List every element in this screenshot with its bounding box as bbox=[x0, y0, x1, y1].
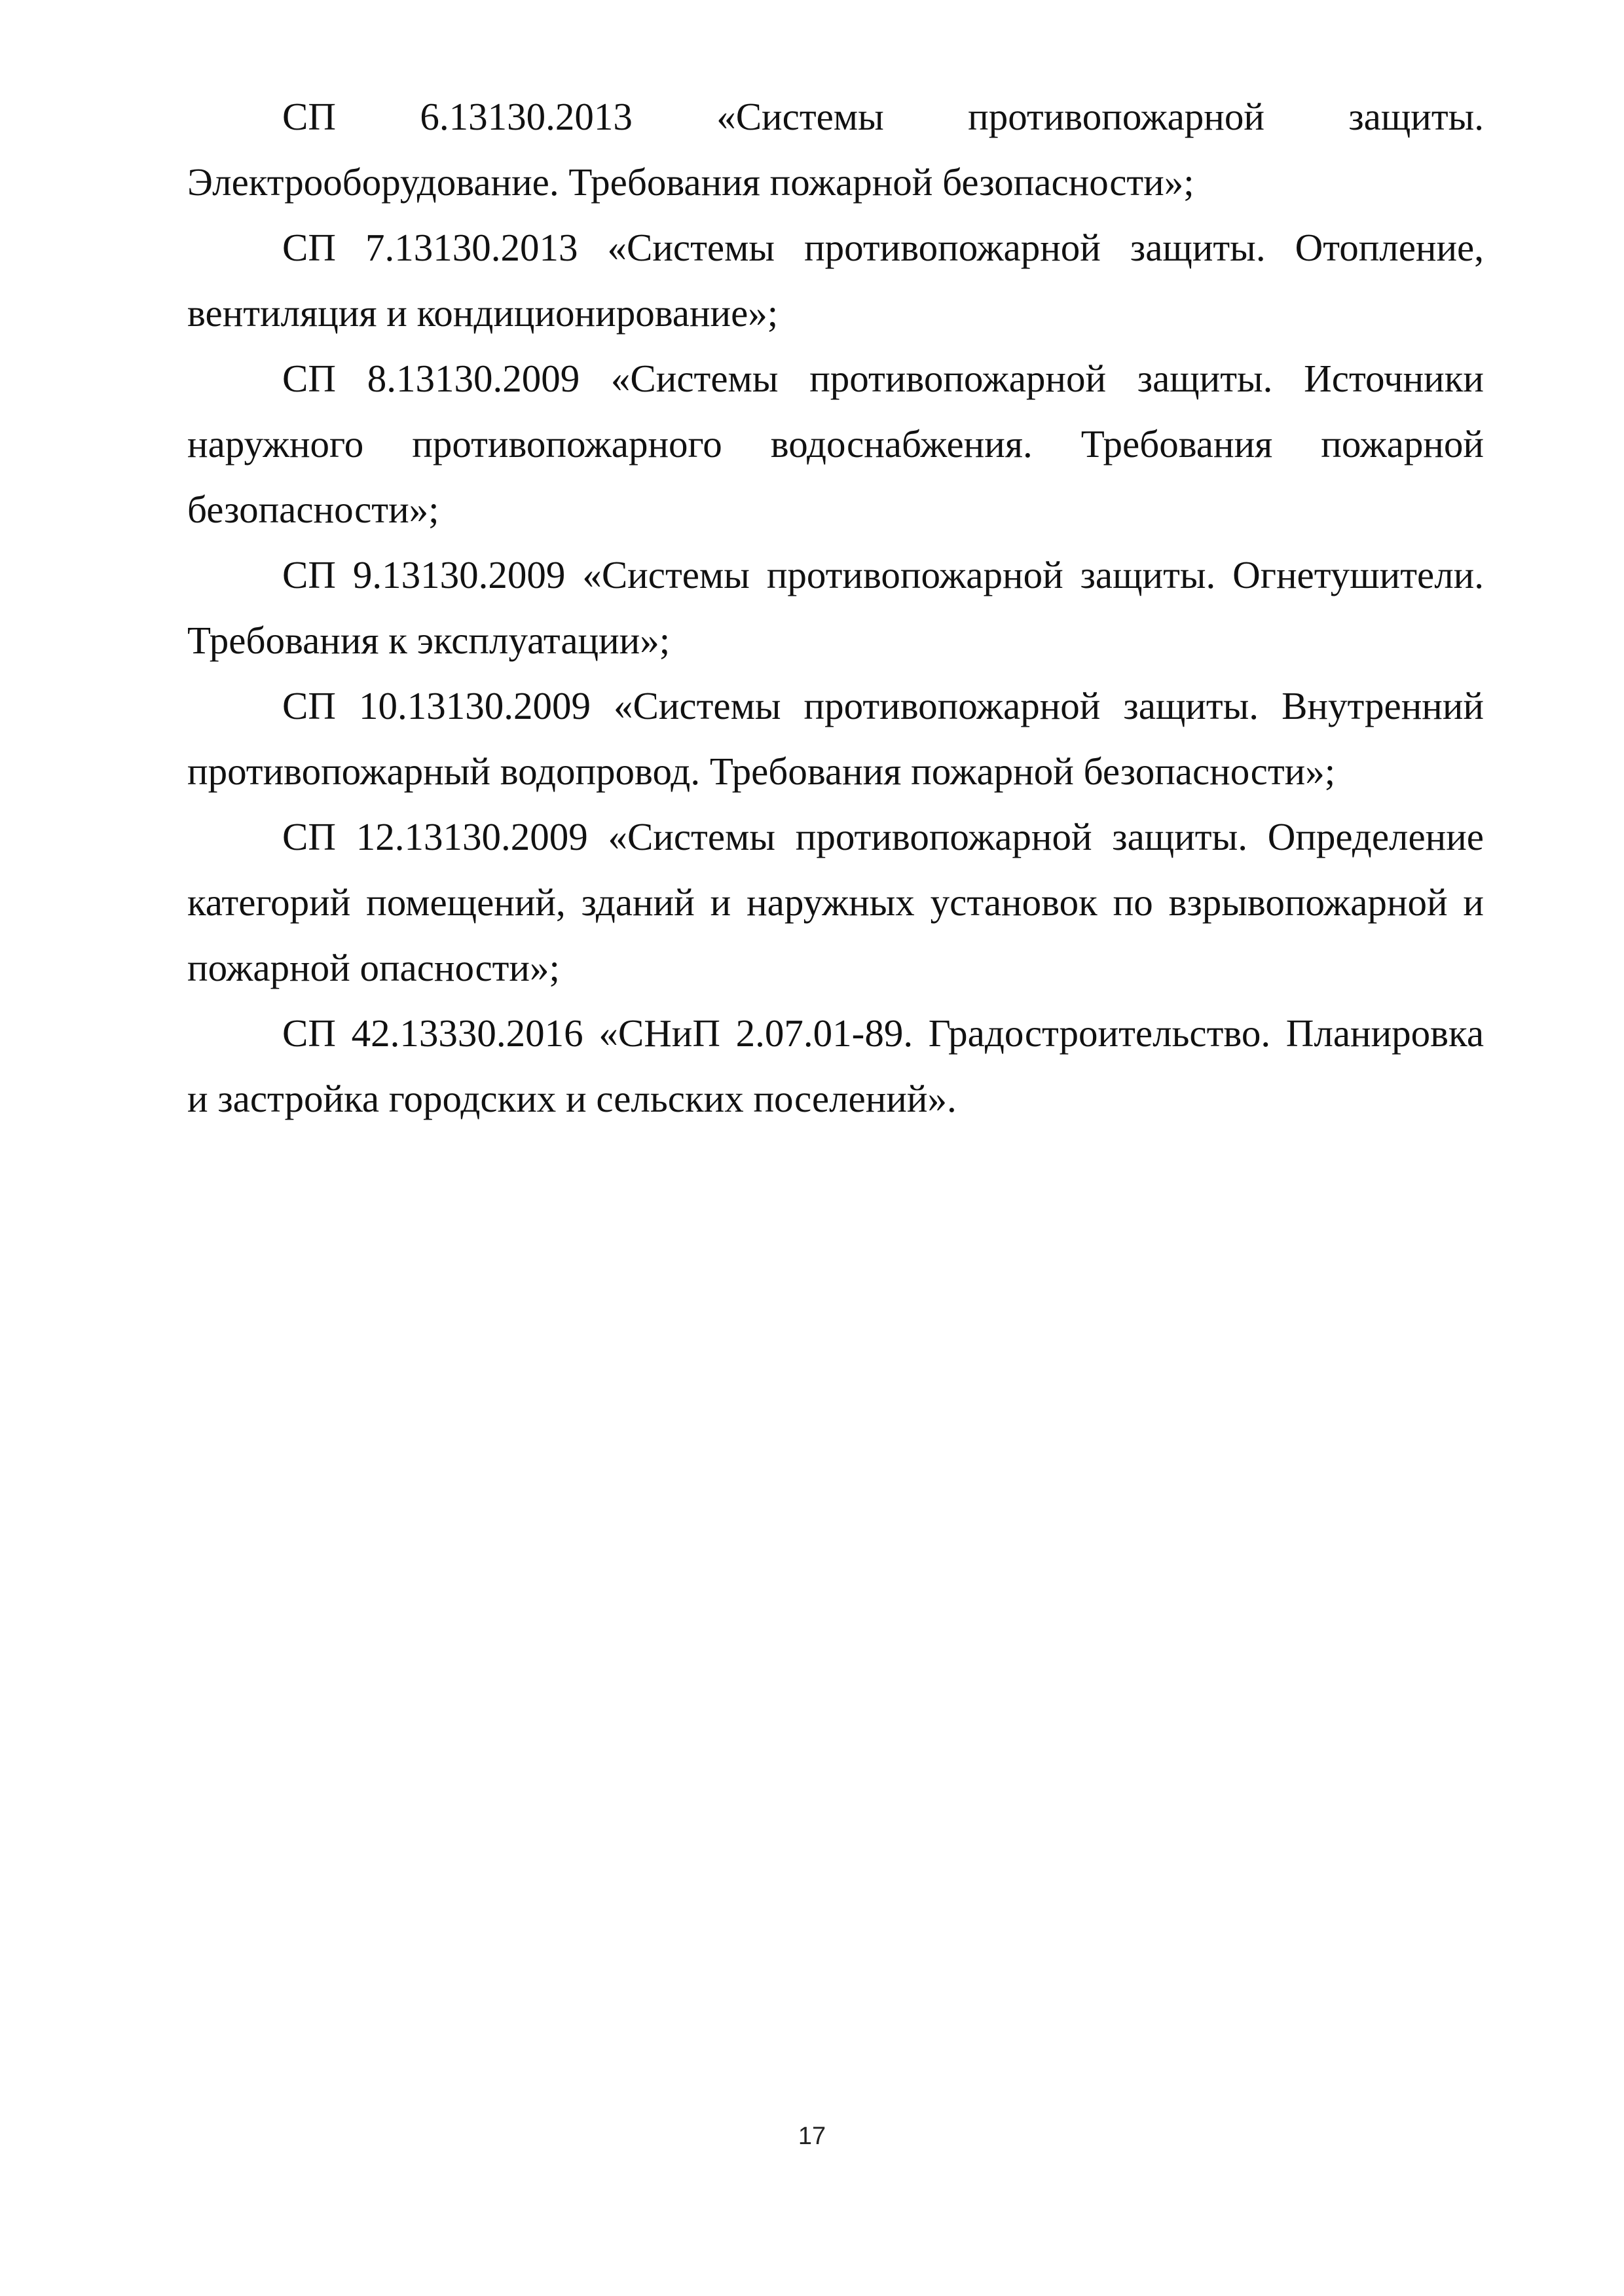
reference-paragraph: СП 12.13130.2009 «Системы противопожарной защиты. Определение категорий помещений, зданий и наружных установок по взрывопожарной и пожарной опасности»; bbox=[187, 815, 1484, 989]
reference-paragraph: СП 9.13130.2009 «Системы противопожарной защиты. Огнетушители. Требования к эксплуатации»; bbox=[187, 553, 1484, 662]
reference-list bbox=[187, 84, 1484, 1131]
page-number: 17 bbox=[798, 2123, 826, 2150]
reference-paragraph: СП 7.13130.2013 «Системы противопожарной защиты. Отопление, вентиляция и кондиционирование»; bbox=[187, 226, 1484, 335]
reference-paragraph: СП 8.13130.2009 «Системы противопожарной защиты. Источники наружного противопожарного водоснабжения. Требования пожарной безопасности»; bbox=[187, 357, 1484, 531]
reference-paragraph: СП 6.13130.2013 «Системы противопожарной защиты. Электрооборудование. Требования пожарной безопасности»; bbox=[187, 95, 1484, 204]
reference-paragraph: СП 42.13330.2016 «СНиП 2.07.01-89. Градостроительство. Планировка и застройка городских и сельских поселений». bbox=[187, 1011, 1484, 1120]
reference-paragraph: СП 10.13130.2009 «Системы противопожарной защиты. Внутренний противопожарный водопровод. Требования пожарной безопасности»; bbox=[187, 684, 1484, 793]
